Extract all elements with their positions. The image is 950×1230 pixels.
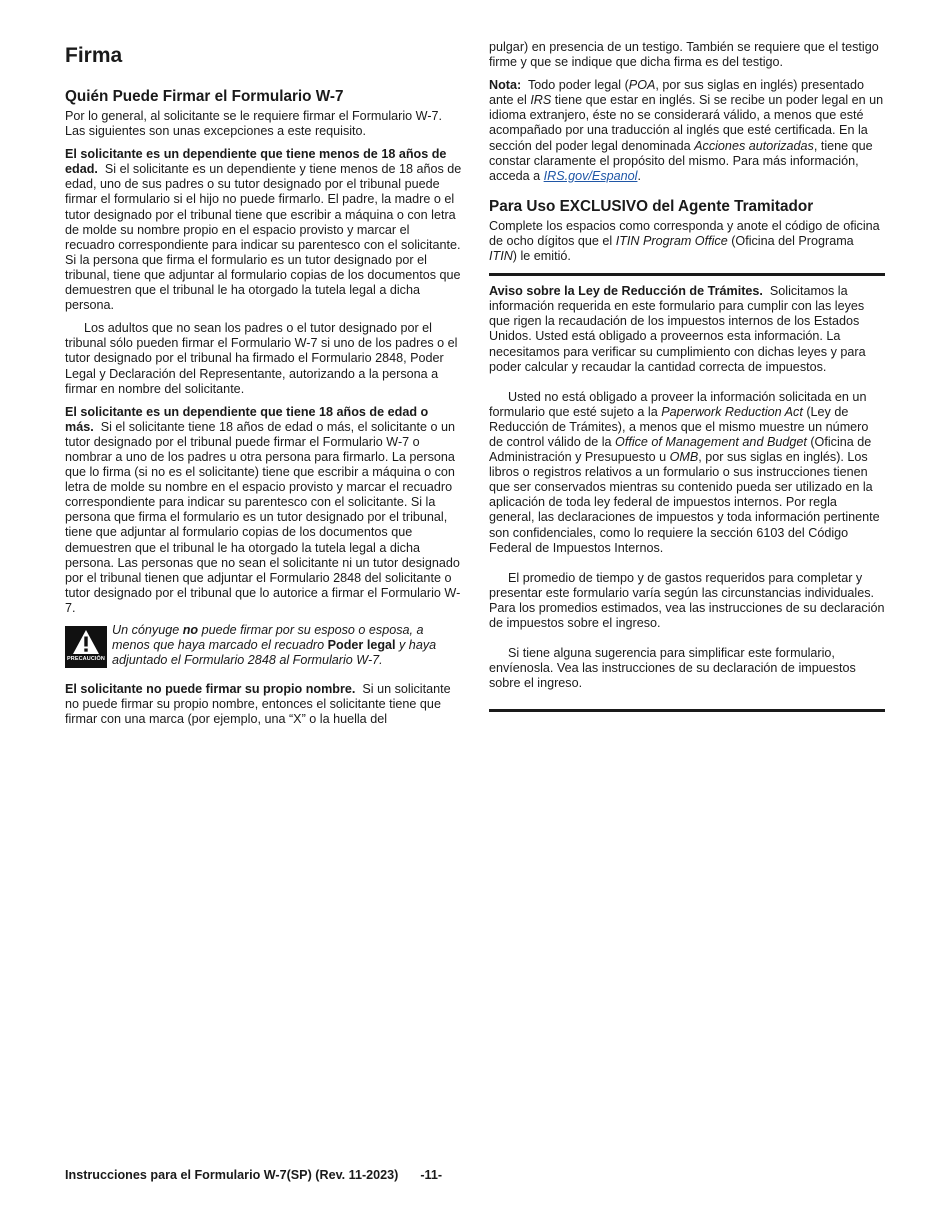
- nota-text: .: [637, 168, 641, 183]
- minor-applicant-title: El solicitante es un dependiente que tiene menos de 18 años de edad.: [65, 147, 447, 177]
- adult-applicant-title: El solicitante es un dependiente que tiene 18 años de edad o más.: [65, 404, 429, 434]
- nota-acciones: Acciones autorizadas: [694, 138, 814, 153]
- minor-applicant-paragraph: [65, 147, 462, 313]
- nota-label: Nota:: [489, 78, 522, 93]
- irs-espanol-link[interactable]: IRS.gov/Espanol: [543, 168, 638, 183]
- nota-text: , por sus siglas en inglés) presentado ante el: [489, 78, 865, 108]
- section-heading: Firma: [65, 44, 123, 67]
- cannot-sign-paragraph: [65, 682, 462, 727]
- agent-heading: Para Uso EXCLUSIVO del Agente Tramitador: [489, 197, 814, 215]
- nota-irs: IRS: [530, 93, 552, 108]
- privacy-paragraph: [489, 284, 885, 375]
- caution-emphasis-no: no: [182, 623, 199, 637]
- paperwork-text: Usted no está obligado a proveer la información solicitada en un formulario que esté sujeto a la: [489, 389, 867, 419]
- paperwork-omb: OMB: [669, 450, 699, 465]
- continuation-paragraph: pulgar) en presencia de un testigo. También se requiere que el testigo firme y que se indique que dicha firma es del testigo.: [489, 40, 879, 70]
- intro-paragraph: Por lo general, al solicitante se le requiere firmar el Formulario W-7. Las siguientes son unas excepciones a este requisito.: [65, 109, 443, 139]
- agent-text: (Oficina del Programa: [727, 233, 854, 248]
- nota-paragraph: [489, 78, 885, 184]
- page-footer: [65, 1168, 442, 1182]
- caution-text-part: y haya adjuntado el Formulario 2848 al Formulario W-7.: [112, 638, 437, 668]
- nota-text: Todo poder legal (: [527, 78, 629, 93]
- agent-text: ) le emitió.: [512, 249, 571, 264]
- adult-applicant-text: Si el solicitante tiene 18 años de edad o más, el solicitante o un tutor designado por el tribunal puede firmar el Formulario W-7 o nombrar a uno de los padres u otra persona para firmarlo. La persona que lo firma (si no es el solicitante) tiene que escribir a máquina o con letra de molde su nombre en el espacio provisto y marcar el recuadro correspondiente para indicar su parentesco con el solicitante. Si la persona que firma el formulario es un tutor designado por el tribunal, tiene que adjuntar al formulario copias de los documentos que demuestren que el tribunal le ha otorgado la tutela legal a dicha persona. Las personas que no sean el solicitante ni un tutor designado por el tribunal tienen que adjuntar el Formulario 2848 del solicitante o tutor designado por el tribunal que lo autorice a firmar el Formulario W-7.: [65, 419, 461, 615]
- footer-title: Instrucciones para el Formulario W-7(SP) (Rev. 11-2023): [65, 1168, 399, 1182]
- paperwork-paragraph: [489, 390, 885, 556]
- cannot-sign-text: Si un solicitante no puede firmar su propio nombre, entonces el solicitante tiene que firmar con una marca (por ejemplo, una “X” o la huella del: [65, 682, 451, 727]
- section-divider: [489, 273, 885, 276]
- caution-label: PRECAUCIÓN: [67, 656, 105, 662]
- suggestion-paragraph: Si tiene alguna sugerencia para simplificar este formulario, envíenosla. Vea las instrucciones de su declaración de impuestos sobre el ingreso.: [489, 646, 856, 691]
- right-column: [489, 40, 885, 712]
- paperwork-text: (Oficina de Administración y Presupuesto u: [489, 434, 872, 465]
- caution-note: [65, 623, 462, 668]
- caution-text-part: Un cónyuge: [112, 623, 183, 637]
- nota-text: , tiene que constar claramente el propósito del mismo. Para más información, acceda a: [489, 138, 873, 183]
- warning-triangle-icon: [72, 629, 100, 655]
- agent-itin: ITIN: [489, 249, 513, 264]
- caution-text: [112, 623, 462, 668]
- adults-paragraph: Los adultos que no sean los padres o el tutor designado por el tribunal sólo pueden firmar el Formulario W-7 si uno de los padres o el tutor designado por el tribunal ha firmado el Formulario 2848, Poder Legal y Declaración del Representante, autorizando a la persona a firmar en nombre del solicitante.: [65, 321, 458, 396]
- paperwork-text: (Ley de Reducción de Trámites), a menos que el mismo muestre un número de control válido de la: [489, 404, 869, 449]
- minor-applicant-text: Si el solicitante es un dependiente y tiene menos de 18 años de edad, uno de sus padres o su tutor designado por el tribunal puede firmar el formulario si el hijo no puede firmarlo. El padre, la madre o el tutor designado por el tribunal tiene que escribir a máquina o con letra de molde su nombre propio en el espacio provisto y marcar el recuadro correspondiente para indicar su parentesco con el solicitante. Si la persona que firma el formulario es un tutor designado por el tribunal, tiene que adjuntar al formulario copias de los documentos que demuestren que el tribunal le ha otorgado la tutela legal a dicha persona.: [65, 162, 462, 313]
- adult-applicant-paragraph: [65, 405, 462, 616]
- nota-text: tiene que estar en inglés. Si se recibe un poder legal en un idioma extranjero, éste no se considerará válido, a menos que esté acompañado por una traducción al inglés que esté certificada. En la sección del poder legal denominada: [489, 93, 884, 153]
- nota-poa: POA: [628, 78, 656, 93]
- average-paragraph: El promedio de tiempo y de gastos requeridos para completar y presentar este formulario varía según las circunstancias individuales. Para los promedios estimados, vea las instrucciones de su declaración de impuestos sobre el ingreso.: [489, 570, 885, 630]
- paperwork-act: Paperwork Reduction Act: [661, 404, 803, 419]
- agent-paragraph: [489, 219, 885, 264]
- cannot-sign-title: El solicitante no puede firmar su propio nombre.: [65, 682, 356, 697]
- privacy-text: Solicitamos la información requerida en este formulario para cumplir con las leyes que rigen la recaudación de los impuestos internos de los Estados Unidos. Usted está obligado a proveernos esta información. La necesitamos para verificar su cumplimiento con dichas leyes y para poder calcular y recaudar la cantidad correcta de impuestos.: [489, 284, 866, 374]
- caution-icon: [65, 626, 107, 668]
- end-divider: [489, 709, 885, 712]
- agent-text: Complete los espacios como corresponda y anote el código de oficina de ocho dígitos que el: [489, 218, 880, 248]
- caution-text-part: puede firmar por su esposo o esposa, a menos que haya marcado el recuadro: [112, 623, 424, 653]
- paperwork-omb-full: Office of Management and Budget: [615, 434, 807, 449]
- subsection-heading: Quién Puede Firmar el Formulario W-7: [65, 88, 344, 105]
- caution-emphasis-box: Poder legal: [327, 638, 396, 653]
- page-number: -11-: [420, 1168, 443, 1182]
- privacy-title: Aviso sobre la Ley de Reducción de Trámites.: [489, 284, 763, 299]
- agent-office: ITIN Program Office: [615, 233, 728, 248]
- paperwork-text: , por sus siglas en inglés). Los libros o registros relativos a un formulario o sus instrucciones tienen que ser conservados mientras su contenido pueda ser utilizado en la aplicación de toda ley federal de impuestos internos. Por regla general, las declaraciones de impuestos y toda información pertinente son confidenciales, como lo requiere la sección 6103 del Código Federal de Impuestos Internos.: [489, 450, 880, 555]
- left-column: [65, 40, 462, 728]
